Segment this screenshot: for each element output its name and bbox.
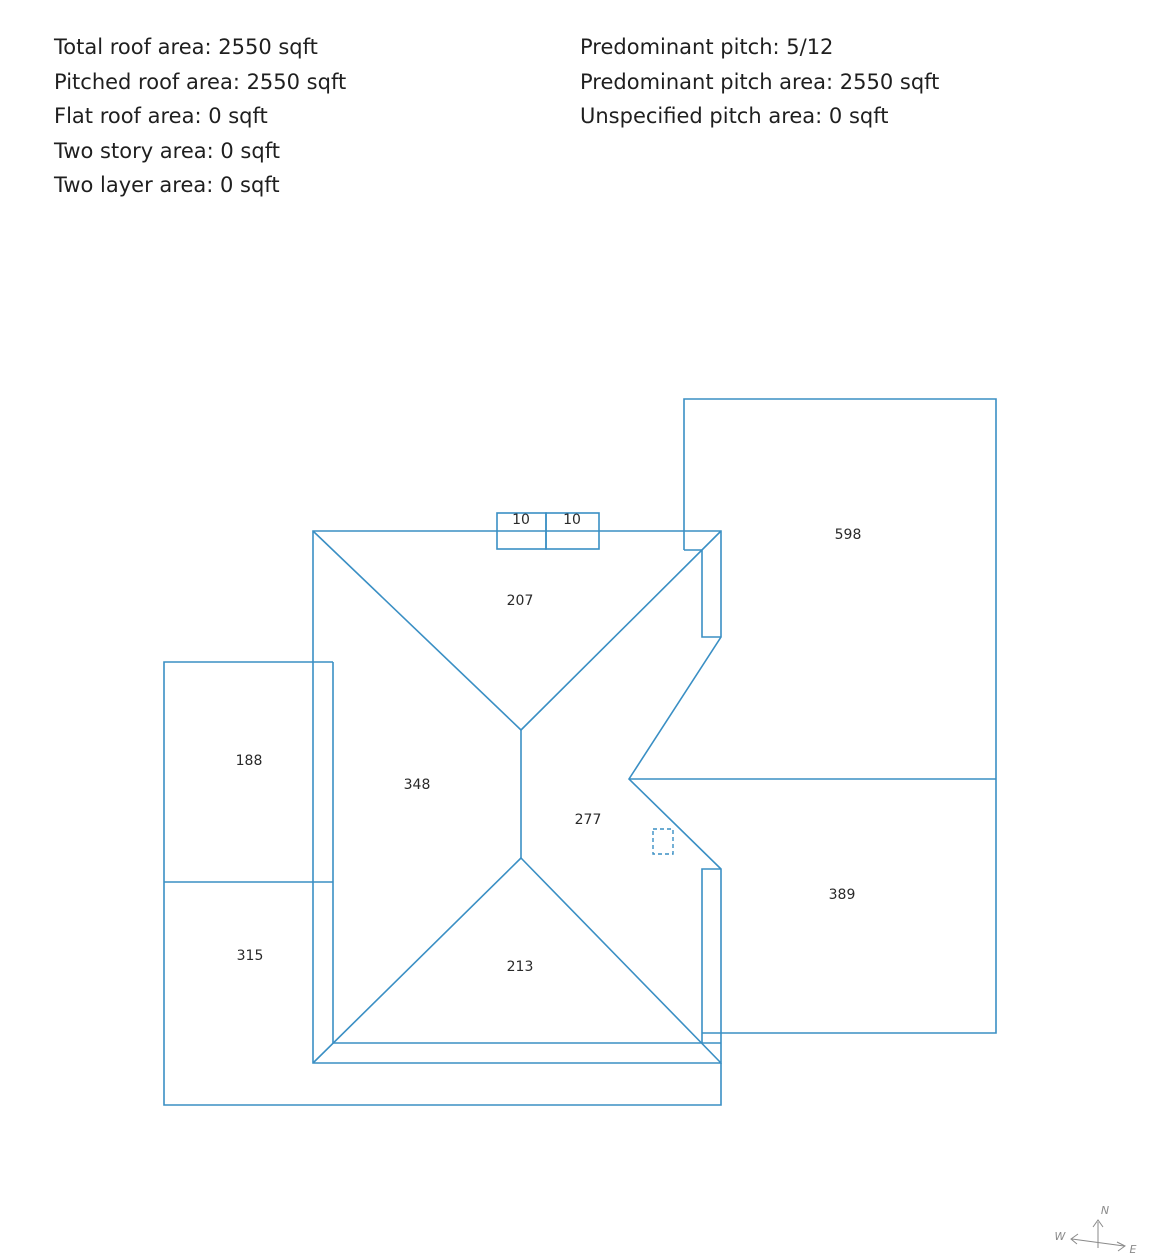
facet-label-north-hip: 207 (506, 593, 534, 609)
two-story-area: Two story area: 0 sqft (54, 138, 280, 163)
facet-label-east-lower: 389 (828, 887, 856, 903)
east-eave-strip-lower (702, 869, 721, 1043)
compass-west: W (1054, 1230, 1066, 1243)
compass-icon (1055, 1204, 1137, 1254)
facet-label-east-hip: 277 (574, 812, 602, 828)
west-porch-outline (164, 662, 721, 1105)
hip-line-ne (521, 531, 721, 730)
facet-label-west-porch-lower: 315 (236, 948, 264, 964)
east-upper-outline (684, 399, 996, 779)
facet-label-west-porch-upper: 188 (235, 753, 263, 769)
roof-vent-marker (653, 829, 673, 854)
predominant-pitch: Predominant pitch: 5/12 (580, 35, 834, 59)
hip-line-nw (313, 531, 521, 730)
compass-east: E (1129, 1243, 1137, 1254)
facet-label-north-small-a: 10 (512, 512, 530, 528)
pitched-roof-area: Pitched roof area: 2550 sqft (54, 69, 347, 94)
compass-north: N (1100, 1204, 1110, 1217)
facet-label-north-small-b: 10 (563, 512, 581, 528)
hip-line-se (521, 858, 721, 1063)
two-layer-area: Two layer area: 0 sqft (54, 173, 280, 198)
facet-label-south-hip: 213 (506, 959, 534, 975)
east-lower-outline (702, 779, 996, 1033)
unspecified-pitch-area: Unspecified pitch area: 0 sqft (580, 104, 889, 129)
facet-label-west-hip: 348 (403, 777, 431, 793)
hip-line-sw (313, 858, 521, 1063)
main-roof-outline (313, 531, 721, 1063)
total-roof-area: Total roof area: 2550 sqft (54, 35, 318, 59)
predominant-pitch-area: Predominant pitch area: 2550 sqft (580, 69, 940, 94)
flat-roof-area: Flat roof area: 0 sqft (54, 104, 268, 129)
facet-label-east-upper: 598 (834, 527, 862, 543)
